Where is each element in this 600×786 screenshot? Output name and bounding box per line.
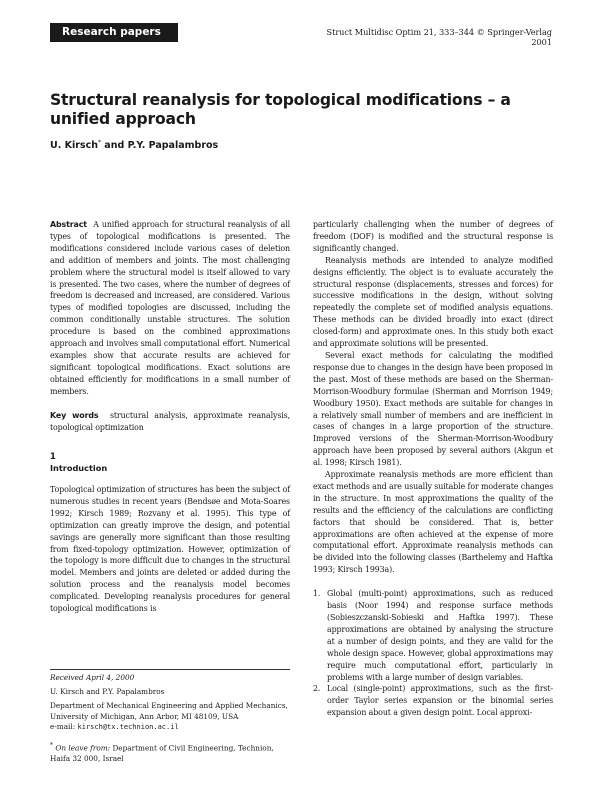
right-paragraph-1: particularly challenging when the number of degrees of freedom (DOF) is modified and the structural response is significantly changed.: [313, 220, 553, 253]
right-paragraph-2: Reanalysis methods are intended to analyze modified designs efficiently. The object is to evaluate accurately the structural response (displacements, stresses and forces) for successive modifications in the design, without solving repeatedly the complete set of modified analysis equations. These methods can be divided broadly into exact (direct closed-form) and approximate ones. In this study both exact and approximate solutions will be presented.: [313, 255, 553, 349]
author-line: [50, 139, 218, 151]
leave-text: Department of Civil Engineering, Technion, Haifa 32 000, Israel: [50, 743, 274, 764]
email-label: e-mail:: [50, 722, 76, 732]
list-text: Global (multi-point) approximations, such as reduced basis (Noor 1994) and response surface methods (Sobieszczanski-Sobieski and Haftka 1997). These approximations are obtained by analysing the structure at a number of design points, and they are valid for the whole design space. However, global approximations may require much computational effort, particularly in problems with a large number of design variables.: [327, 589, 553, 682]
list-item: [313, 588, 553, 683]
section-number: 1: [50, 451, 56, 461]
introduction-text: Topological optimization of structures has been the subject of numerous studies in recent years (Bendsøe and Mota-Soares 1992; Kirsch 1989; Rozvany et al. 1995). This type of optimization can greatly improve the design, and potential savings are generally more significant than those resulting from fixed-topology optimization. However, optimization of the topology is more difficult due to changes in the structural model. Members and joints are deleted or added during the solution process and the reanalysis model becomes complicated. Developing reanalysis procedures for general topological modifications is: [50, 485, 290, 614]
right-paragraph-3: Several exact methods for calculating the modified response due to changes in the design have been proposed in the past. Most of these methods are based on the Sherman-Morrison-Woodbury formulae (Sherman and Morrison 1949; Woodbury 1950). Exact methods are suitable for changes in a relatively small number of members and are inefficient in cases of changes in a large proportion of the structure. Improved versions of the Sherman-Morrison-Woodbury approach have been proposed by several authors (Akgun et al. 1998; Kirsch 1981).: [313, 350, 553, 468]
keywords-paragraph: [50, 410, 290, 434]
section-banner: Research papers: [50, 23, 178, 42]
approximation-list: [313, 588, 553, 719]
abstract-text: A unified approach for structural reanalysis of all types of topological modifications is presented. The modifications considered include various cases of deletion and addition of members and joints. The most challenging problem where the structural model is itself allowed to vary is presented. The two cases, where the number of degrees of freedom is decreased and increased, are considered. Various types of modified topologies are discussed, including the common conditionally unstable structures. The solution procedure is based on the combined approximations approach and involves small computational effort. Numerical examples show that accurate results are achieved for significant topological modifications. Exact solutions are obtained efficiently for modifications in a small number of members.: [50, 220, 290, 396]
leave-label: On leave from:: [55, 743, 111, 753]
email-address: kirsch@tx.technion.ac.il: [77, 723, 179, 732]
keywords-label: Key words: [50, 410, 99, 420]
list-item: [313, 683, 553, 719]
keywords-text: structural analysis, approximate reanalysis, topological optimization: [50, 410, 290, 432]
affiliation-text: Department of Mechanical Engineering and Applied Mechanics, University of Michigan, Ann Arbor, MI 48109, USA: [50, 701, 288, 721]
author-footnote-mark: *: [97, 139, 101, 146]
list-number: 2.: [313, 684, 321, 694]
footnote-affiliation: [50, 701, 290, 733]
list-number: 1.: [313, 589, 321, 599]
journal-citation: Struct Multidisc Optim 21, 333–344 © Springer-Verlag 2001: [326, 27, 552, 47]
section-title: Introduction: [50, 463, 108, 473]
right-paragraph-4: Approximate reanalysis methods are more efficient than exact methods and are usually suitable for moderate changes in the structure. In most approximations the quality of the results and the efficiency of the calculations are conflicting factors that should be considered. That is, better approximations are often achieved at the expense of more computational effort. Approximate reanalysis methods can be divided into the following classes (Barthelemy and Haftka 1993; Kirsch 1993a).: [313, 470, 553, 575]
received-date: Received April 4, 2000: [50, 673, 135, 682]
footnote-authors: U. Kirsch and P.Y. Papalambros: [50, 687, 165, 696]
right-column: [313, 219, 553, 719]
list-text: Local (single-point) approximations, such as the first-order Taylor series expansion or the binomial series expansion about a given design point. Local approxi-: [327, 684, 553, 718]
paper-title: Structural reanalysis for topological modifications – a unified approach: [50, 91, 511, 128]
author-first: U. Kirsch: [50, 140, 98, 152]
author-rest: and P.Y. Papalambros: [100, 140, 219, 152]
abstract-paragraph: [50, 219, 290, 398]
footnote-rule: [50, 669, 290, 670]
abstract-label: Abstract: [50, 220, 87, 229]
abstract-block: [50, 219, 290, 433]
footnote-leave: [50, 741, 290, 765]
leave-mark: *: [50, 742, 54, 749]
